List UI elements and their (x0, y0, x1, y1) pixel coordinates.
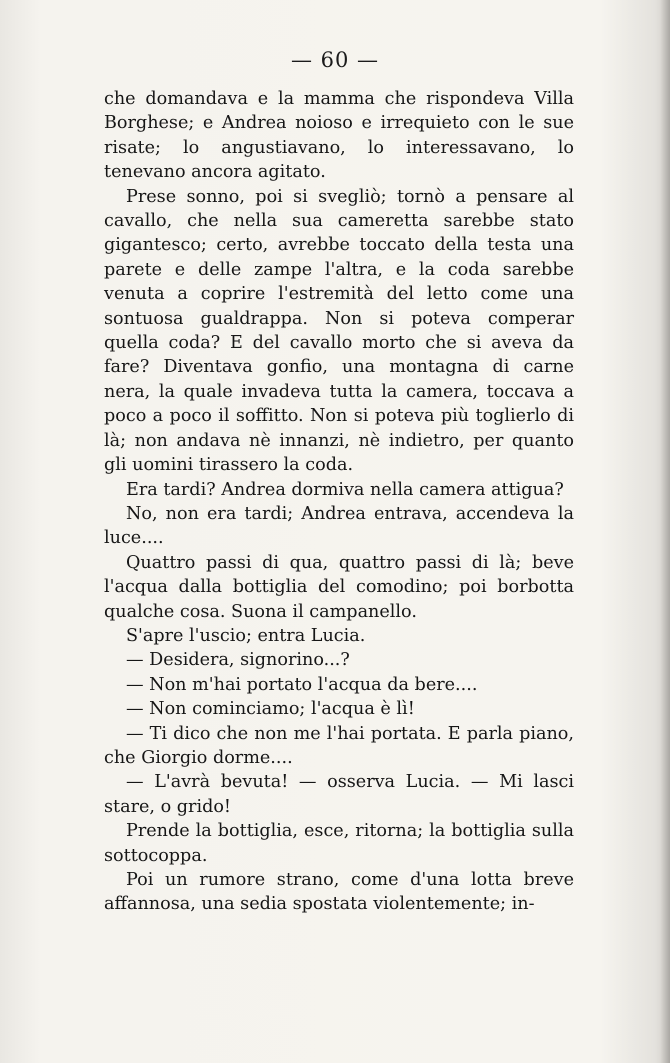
paragraph: S'apre l'uscio; entra Lucia. (126, 625, 366, 646)
dialogue-line: — Ti dico che non me l'hai portata. E parla piano, che Giorgio dorme.... (104, 723, 574, 768)
dialogue-line: — Non cominciamo; l'acqua è lì! (126, 699, 415, 720)
page-edge-shadow (660, 0, 670, 1063)
paragraph: Prende la bottiglia, esce, ritorna; la bottiglia sulla sottocoppa. (104, 821, 574, 866)
paragraph: No, non era tardi; Andrea entrava, accendeva la luce.... (104, 503, 574, 549)
paragraph: Quattro passi di qua, quattro passi di là; beve l'acqua dalla bottiglia del comodino; poi borbotta qualche cosa. Suona il campanello. (104, 552, 574, 622)
dialogue-line: — L'avrà bevuta! — osserva Lucia. — Mi lasci stare, o grido! (104, 772, 574, 817)
paragraph: Prese sonno, poi si svegliò; tornò a pensare al cavallo, che nella sua cameretta sarebbe stato gigantesco; certo, avrebbe toccato della testa una parete e delle zampe l'altra, e la coda sarebbe venuta a coprire l'estremità del letto come una sontuosa gualdrappa. Non si poteva comperar quella coda? E del cavallo morto che si aveva da fare? Diventava gonfio, una montagna di carne nera, la quale invadeva tutta la camera, toccava a poco a poco il soffitto. Non si poteva più toglierlo di là; non andava nè innanzi, nè indietro, per quanto gli uomini tirassero la coda. (104, 186, 574, 476)
dialogue-line: — Non m'hai portato l'acqua da bere.... (126, 674, 478, 695)
page-number: — 60 — (290, 48, 380, 72)
paragraph: Poi un rumore strano, come d'una lotta breve affannosa, una sedia spostata violentemente; in- (104, 870, 574, 915)
body-text (104, 87, 574, 917)
paragraph: Era tardi? Andrea dormiva nella camera attigua? (126, 479, 564, 500)
paragraph: che domandava e la mamma che rispondeva Villa Borghese; e Andrea noioso e irrequieto con le sue risate; lo angustiavano, lo interessavano, lo tenevano ancora agitato. (104, 89, 574, 183)
dialogue-line: — Desidera, signorino...? (126, 650, 350, 671)
